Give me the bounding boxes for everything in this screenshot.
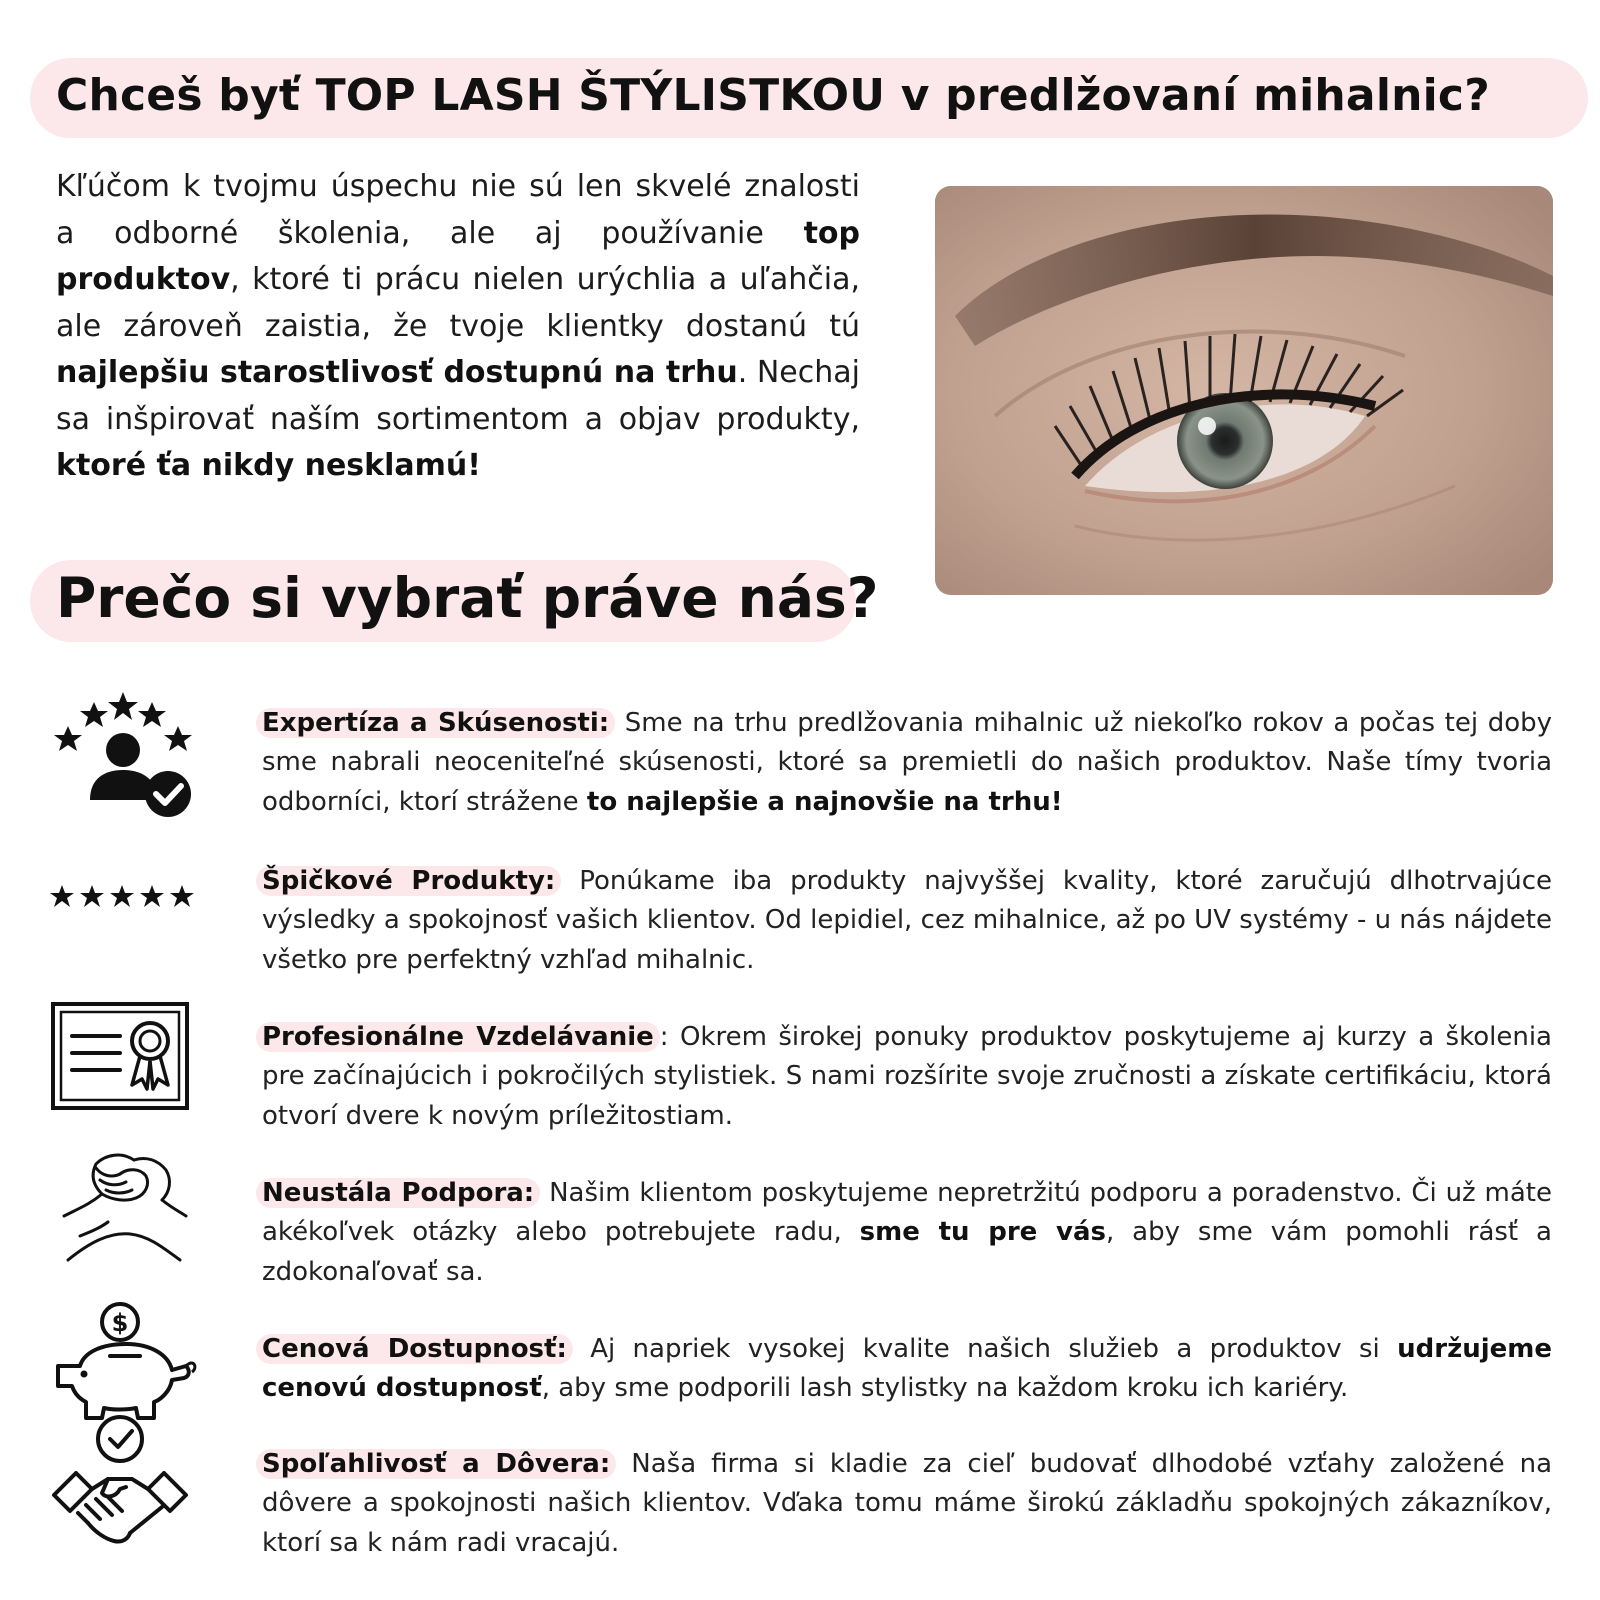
svg-text:$: $: [111, 1309, 129, 1337]
feature-heading: Cenová Dostupnosť:: [256, 1334, 573, 1364]
feature-text: [262, 704, 1552, 822]
page-title: Chceš byť TOP LASH ŠTÝLISTKOU v predlžovaní mihalnic?: [56, 70, 1490, 121]
intro-bold-text: top produktov: [56, 215, 860, 297]
feature-heading: Špičkové Produkty:: [256, 866, 561, 896]
feature-heading: Spoľahlivosť a Dôvera:: [256, 1449, 616, 1479]
intro-text: . Nechaj sa inšpirovať naším sortimentom a objav produkty,: [56, 355, 860, 437]
feature-body: : Okrem širokej ponuky produktov poskytujeme aj kurzy a školenia pre začínajúcich i pokročilých stylistiek. S nami rozšírite svoje zručnosti a získate certifikáciu, ktorá otvorí dvere k novým príležitostiam.: [262, 1022, 1552, 1131]
feature-body: Našim klientom poskytujeme nepretržitú podporu a poradenstvo. Či už máte akékoľvek otázky alebo potrebujete radu,: [262, 1178, 1552, 1248]
expert-rating-icon: [50, 690, 200, 820]
feature-text: [262, 1445, 1552, 1563]
intro-paragraph: [56, 164, 860, 490]
intro-bold-text: najlepšiu starostlivosť dostupnú na trhu: [56, 355, 738, 390]
piggy-bank-icon: [50, 1300, 200, 1430]
title-banner: [30, 58, 1588, 138]
feature-heading: Profesionálne Vzdelávanie: [256, 1022, 660, 1052]
feature-heading: Neustála Podpora:: [256, 1178, 540, 1208]
feature-body: , aby sme vám pomohli rásť a zdokonaľovať sa.: [262, 1217, 1552, 1287]
handshake-check-icon: [50, 1415, 200, 1549]
feature-text: [262, 1330, 1552, 1409]
intro-bold-text: ktoré ťa nikdy nesklamú!: [56, 448, 481, 483]
certificate-icon: [50, 1001, 200, 1111]
feature-body: Naša firma si kladie za cieľ budovať dlhodobé vzťahy založené na dôvere a spokojnosti našich klientov. Vďaka tomu máme širokú základňu spokojných zákazníkov, ktorí sa k nám radi vracajú.: [262, 1449, 1553, 1558]
feature-bold: to najlepšie a najnovšie na trhu!: [586, 786, 1063, 817]
clasped-hands-icon: [50, 1146, 200, 1264]
feature-bold: sme tu pre vás: [859, 1217, 1106, 1248]
feature-body: , aby sme podporili lash stylistky na každom kroku ich kariéry.: [541, 1373, 1349, 1404]
feature-text: [262, 1174, 1552, 1292]
feature-text: [262, 1018, 1552, 1136]
intro-text: Kľúčom k tvojmu úspechu nie sú len skvelé znalosti a odborné školenia, ale aj používanie: [56, 169, 860, 251]
feature-body: Aj napriek vysokej kvalite našich služieb a produktov si: [572, 1334, 1398, 1364]
eye-lash-photo: [935, 186, 1553, 595]
feature-text: [262, 862, 1552, 980]
feature-body: Sme na trhu predlžovania mihalnic už niekoľko rokov a počas tej doby sme nabrali neoceniteľné skúsenosti, ktoré sa premietli do našich produktov. Naše tímy tvoria odborníci, ktorí strážene: [262, 708, 1552, 817]
section-title: Prečo si vybrať práve nás?: [56, 566, 879, 630]
feature-bold: udržujeme cenovú dostupnosť: [262, 1334, 1552, 1404]
feature-heading: Expertíza a Skúsenosti:: [256, 708, 615, 738]
feature-body: Ponúkame iba produkty najvyššej kvality, ktoré zaručujú dlhotrvajúce výsledky a spokojnosť vašich klientov. Od lepidiel, cez mihalnice, až po UV systémy - u nás nájdete všetko pre perfektný vzhľad mihalnic.: [262, 866, 1552, 975]
intro-text: , ktoré ti prácu nielen urýchlia a uľahčia, ale zároveň zaistia, že tvoje klientky dostanú tú: [56, 262, 860, 344]
five-stars-icon: [50, 883, 200, 911]
subtitle-banner: [30, 560, 879, 642]
